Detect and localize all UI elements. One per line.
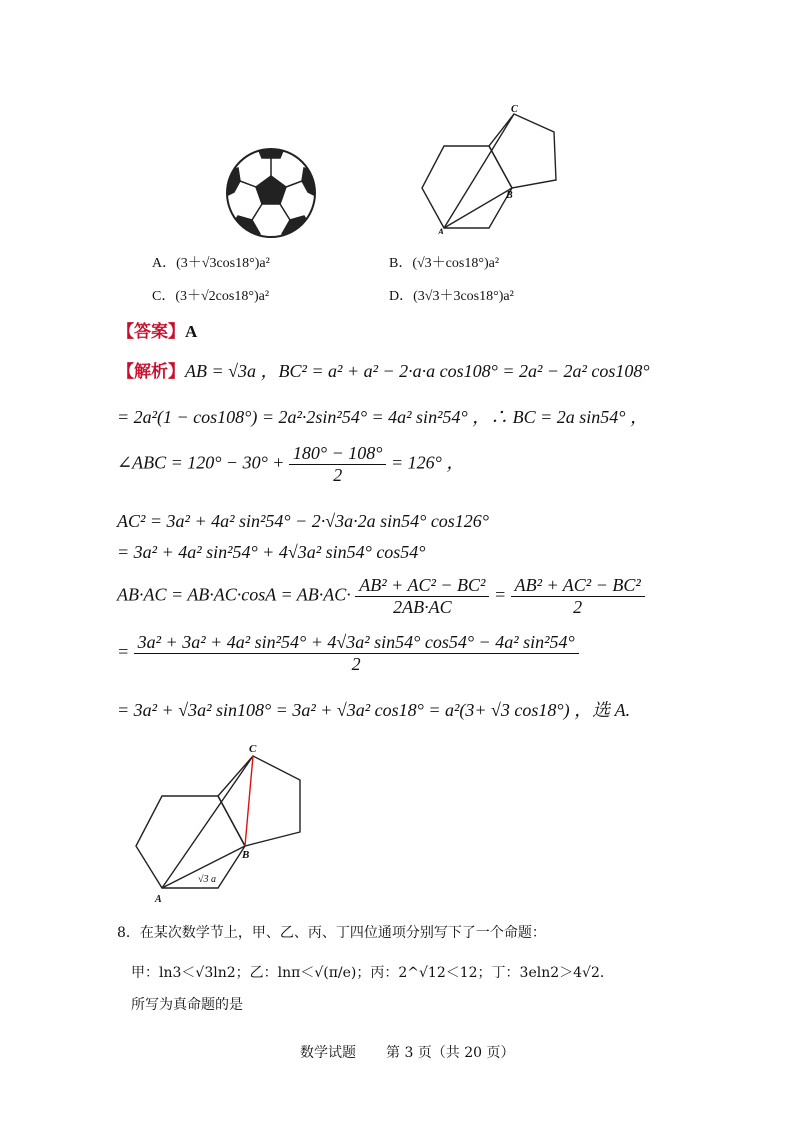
dot-product-left: AB·AC = AB·AC·cosA = AB·AC· (117, 584, 351, 605)
label-ab-length: √3 a (198, 874, 216, 885)
segment-bc-red (245, 756, 253, 846)
analysis-line-4: AC² = 3a² + 4a² sin²54° − 2·√3a·2a sin54° cos126° (117, 511, 490, 531)
cos-fraction-2-den: 2 (573, 597, 583, 617)
hexagon-pentagon-figure (414, 104, 574, 234)
cos-fraction-2-num: AB² + AC² − BC² (511, 575, 645, 597)
analysis-line-5: = 3a² + 4a² sin²54° + 4√3a² sin54° cos54° (117, 542, 426, 562)
option-a: A．(3＋√3cos18°)a² (152, 256, 270, 271)
angle-fraction-den: 2 (333, 465, 343, 485)
soccer-ball-figure (224, 146, 318, 240)
analysis-line-3 (117, 443, 464, 486)
angle-abc-eq-left: ∠ABC = 120° − 30° + (117, 452, 285, 473)
analysis-line-6 (117, 575, 645, 618)
footer-subject: 数学试题 (300, 1045, 356, 1061)
analysis-line-8: = 3a² + √3a² sin108° = 3a² + √3a² cos18° = a²(3+ √3 cos18°) ，选 A. (117, 700, 631, 720)
cos-fraction-1 (355, 575, 489, 618)
pentagon-shape (218, 756, 300, 846)
option-c: C．(3＋√2cos18°)a² (152, 289, 270, 304)
analysis-eq-1: AB = √3a ，BC² = a² + a² − 2·a·a cos108° = 2a² − 2a² cos108° (185, 361, 650, 381)
option-b: B．(√3＋cos18°)a² (389, 256, 500, 271)
label-a: A (155, 894, 162, 905)
cos-fraction-1-den: 2AB·AC (393, 597, 452, 617)
answer-tag: 【答案】 (117, 322, 185, 342)
question-8-ask: 所写为真命题的是 (131, 997, 243, 1013)
segment-ab (444, 188, 512, 228)
analysis-line-1 (117, 357, 650, 383)
label-c: C (511, 104, 518, 115)
cos-fraction-2 (511, 575, 645, 618)
angle-fraction (289, 443, 387, 486)
hexagon-shape (422, 146, 512, 228)
long-fraction-num: 3a² + 3a² + 4a² sin²54° + 4√3a² sin54° cos54° − 4a² sin²54° (134, 632, 579, 654)
angle-abc-eq-right: = 126° ， (390, 452, 465, 473)
pentagon-shape (489, 114, 556, 188)
label-b: B (242, 849, 250, 861)
segment-ac (444, 114, 514, 228)
answer-line (117, 317, 197, 342)
label-a: A (438, 227, 445, 234)
dot-product-mid: = (493, 584, 507, 605)
analysis-tag: 【解析】 (117, 362, 185, 382)
cos-fraction-1-num: AB² + AC² − BC² (355, 575, 489, 597)
answer-value: A (185, 322, 198, 341)
solution-figure (130, 736, 330, 906)
angle-fraction-num: 180° − 108° (289, 443, 387, 465)
question-8-propositions: 甲：ln3＜√3ln2；乙：lnπ＜√(π/e)；丙：2^√12＜12；丁：3eln2＞4√2. (131, 965, 605, 981)
question-8-stem: 8．在某次数学节上，甲、乙、丙、丁四位通项分别写下了一个命题： (117, 925, 546, 941)
long-fraction (134, 632, 579, 675)
long-fraction-den: 2 (351, 654, 361, 674)
analysis-line-7 (117, 632, 579, 675)
label-b: B (506, 190, 513, 201)
label-c: C (249, 743, 257, 755)
option-d: D．(3√3＋3cos18°)a² (389, 289, 514, 304)
segment-ac (162, 756, 253, 888)
analysis-line-2: = 2a²(1 − cos108°) = 2a²·2sin²54° = 4a² sin²54° ，∴ BC = 2a sin54° ， (117, 407, 649, 427)
footer-page-number: 第 3 页（共 20 页） (386, 1045, 515, 1061)
long-fraction-eq: = (117, 641, 130, 662)
